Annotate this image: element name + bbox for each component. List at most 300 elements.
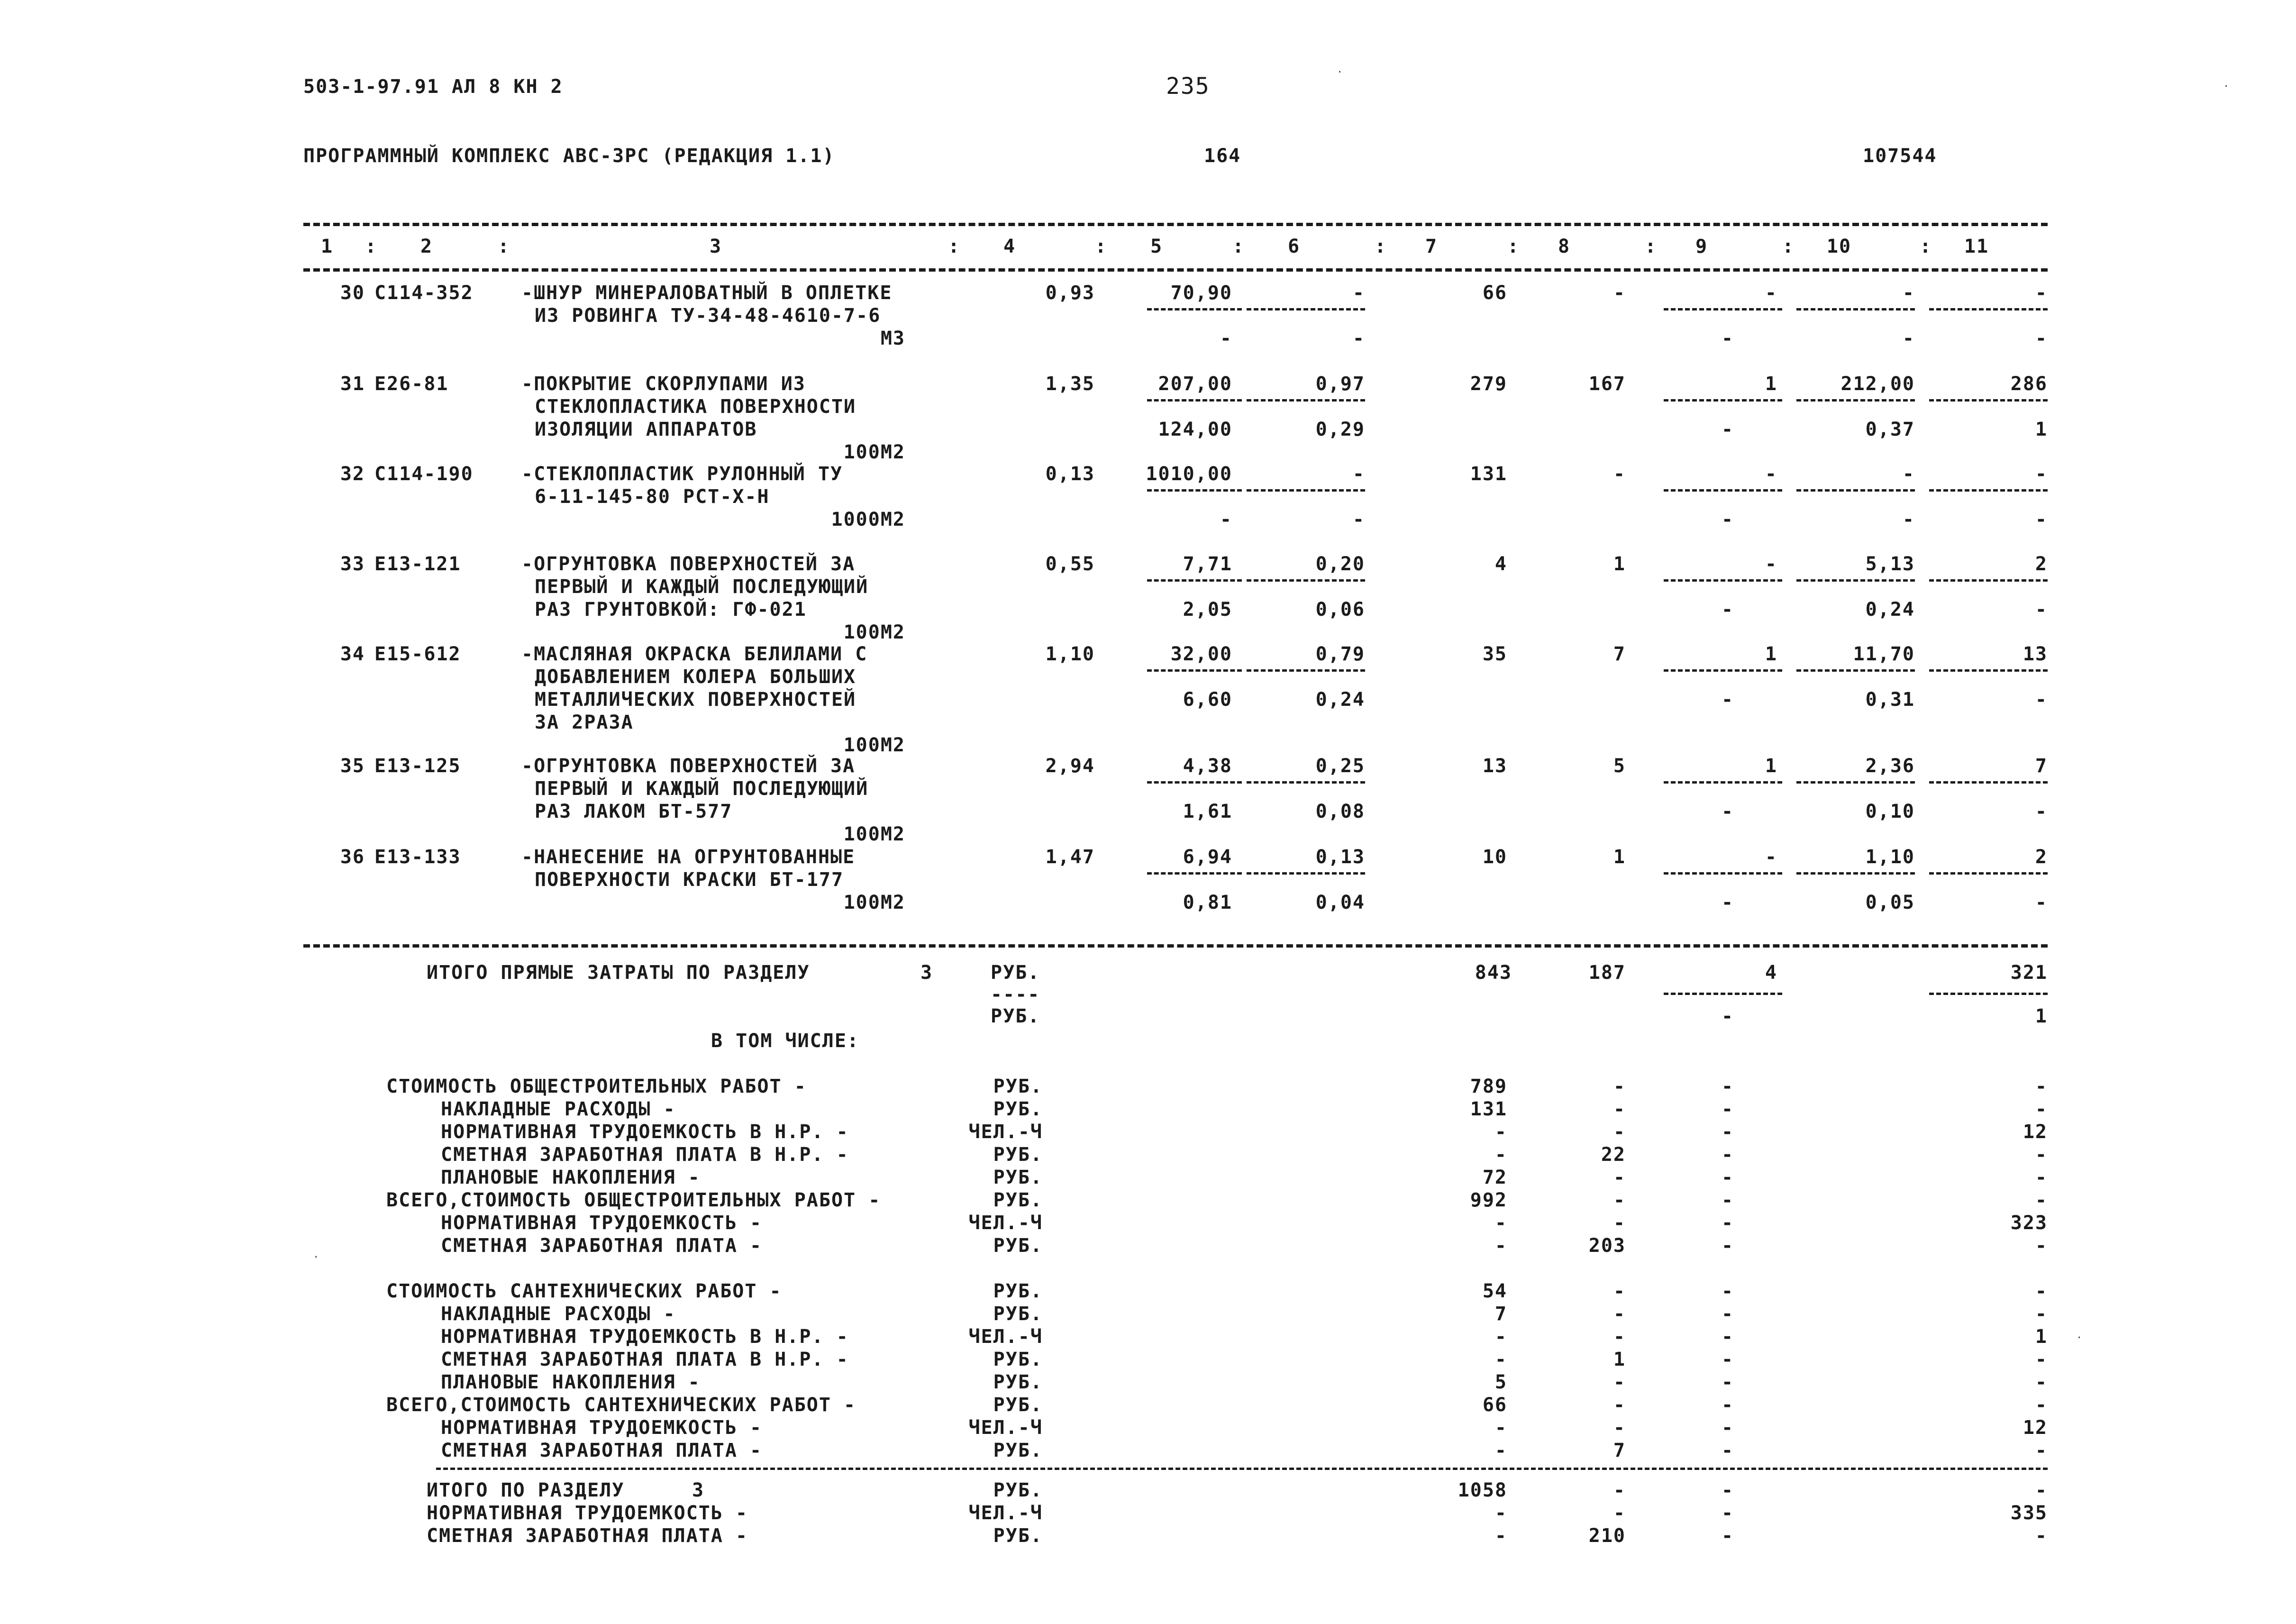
- row-code: Е15-612: [374, 643, 461, 665]
- column-number: 5: [1150, 236, 1163, 257]
- row-description: 6-11-145-80 РСТ-Х-Н: [535, 486, 770, 508]
- row-col10-rule: [1796, 399, 1915, 401]
- row-col9-rule: [1664, 308, 1782, 310]
- row-col9: -: [1765, 553, 1777, 575]
- row-col10: -: [1902, 282, 1915, 304]
- column-number: 1: [320, 236, 334, 257]
- summary-col7: 54: [1482, 1280, 1507, 1302]
- row-col9-rule: [1664, 872, 1782, 875]
- row-col9: 1: [1765, 755, 1777, 777]
- row-unit-wage-second: 0,06: [1315, 599, 1365, 620]
- summary-unit: ЧЕЛ.-Ч: [968, 1326, 1043, 1348]
- row-description: -СТЕКЛОПЛАСТИК РУЛОННЫЙ ТУ: [521, 463, 843, 485]
- row-col10: 212,00: [1840, 373, 1915, 395]
- direct-total-col9-second: -: [1721, 1005, 1734, 1027]
- row-col11-rule: [1929, 781, 2048, 784]
- summary-col7: 131: [1470, 1098, 1507, 1120]
- row-total-wage: -: [1613, 282, 1626, 304]
- column-number: 6: [1287, 236, 1301, 257]
- summary-unit: РУБ.: [993, 1076, 1043, 1097]
- row-unit-cost: 70,90: [1170, 282, 1232, 304]
- row-col10-rule: [1796, 872, 1915, 875]
- summary-col8: -: [1613, 1326, 1626, 1348]
- summary-label: НОРМАТИВНАЯ ТРУДОЕМКОСТЬ -: [441, 1212, 763, 1234]
- scan-speck: ·: [2223, 81, 2230, 92]
- summary-unit: РУБ.: [993, 1394, 1043, 1416]
- row-unit-wage: 0,13: [1315, 846, 1365, 868]
- summary-col11: -: [2035, 1371, 2048, 1393]
- row-code: С114-352: [374, 282, 474, 304]
- row-quantity: 1,47: [1045, 846, 1095, 868]
- direct-total-unit-2: РУБ.: [991, 1005, 1040, 1027]
- row-col11-rule: [1929, 579, 2048, 582]
- row-unit-cost: 4,38: [1183, 755, 1232, 777]
- row-col11: 13: [2023, 643, 2048, 665]
- direct-total-col11-rule: [1929, 993, 2048, 995]
- section-total-col11: -: [2035, 1525, 2048, 1547]
- row-total-cost: 131: [1470, 463, 1507, 485]
- row-unit-wage-second: 0,08: [1315, 801, 1365, 822]
- direct-total-col11: 321: [2010, 962, 2048, 984]
- row-col6-rule: [1247, 579, 1365, 582]
- column-divider: :: [1095, 236, 1108, 257]
- row-total-wage: 167: [1588, 373, 1626, 395]
- row-col9-second: -: [1721, 419, 1734, 440]
- row-col9-second: -: [1721, 509, 1734, 530]
- section-total-col7: 1058: [1458, 1479, 1507, 1501]
- section-total-col11: 335: [2010, 1502, 2048, 1524]
- row-col5-rule: [1147, 872, 1242, 875]
- section-total-section: 3: [692, 1479, 705, 1501]
- row-col10-second: 0,31: [1865, 689, 1915, 711]
- summary-label: СМЕТНАЯ ЗАРАБОТНАЯ ПЛАТА -: [441, 1235, 763, 1257]
- summary-col7: -: [1494, 1121, 1507, 1143]
- row-col11-second: -: [2035, 801, 2048, 822]
- row-quantity: 2,94: [1045, 755, 1095, 777]
- summary-col7: -: [1494, 1417, 1507, 1439]
- row-total-wage: 1: [1613, 553, 1626, 575]
- row-description: -ШНУР МИНЕРАЛОВАТНЫЙ В ОПЛЕТКЕ: [521, 282, 893, 304]
- summary-col9: -: [1721, 1076, 1734, 1097]
- summary-col9: -: [1721, 1349, 1734, 1370]
- row-unit-wage: 0,20: [1315, 553, 1365, 575]
- summary-col7: 5: [1494, 1371, 1507, 1393]
- summary-col9: -: [1721, 1303, 1734, 1325]
- summary-col11: -: [2035, 1076, 2048, 1097]
- row-col11-second: -: [2035, 689, 2048, 711]
- row-total-wage: 1: [1613, 846, 1626, 868]
- section-total-col7: -: [1494, 1502, 1507, 1524]
- row-col9-rule: [1664, 579, 1782, 582]
- row-unit-cost-second: -: [1220, 328, 1232, 349]
- row-col9-second: -: [1721, 328, 1734, 349]
- row-col11-second: -: [2035, 892, 2048, 913]
- summary-col11: -: [2035, 1303, 2048, 1325]
- row-col10-second: 0,05: [1865, 892, 1915, 913]
- summary-col8: -: [1613, 1303, 1626, 1325]
- row-number: 33: [340, 553, 365, 575]
- row-description: ПЕРВЫЙ И КАЖДЫЙ ПОСЛЕДУЮЩИЙ: [535, 778, 869, 800]
- row-col6-rule: [1247, 872, 1365, 875]
- summary-label: ПЛАНОВЫЕ НАКОПЛЕНИЯ -: [441, 1167, 701, 1188]
- summary-col9: -: [1721, 1394, 1734, 1416]
- direct-total-label: ИТОГО ПРЯМЫЕ ЗАТРАТЫ ПО РАЗДЕЛУ: [427, 962, 810, 984]
- row-description: -ОГРУНТОВКА ПОВЕРХНОСТЕЙ ЗА: [521, 755, 856, 777]
- summary-col8: 7: [1613, 1440, 1626, 1461]
- column-number: 3: [709, 236, 722, 257]
- summary-col7: 72: [1482, 1167, 1507, 1188]
- summary-col8: 1: [1613, 1349, 1626, 1370]
- summary-col11: 323: [2010, 1212, 2048, 1234]
- row-unit-cost: 207,00: [1158, 373, 1232, 395]
- row-col11-rule: [1929, 399, 2048, 401]
- column-number: 4: [1003, 236, 1016, 257]
- summary-unit: РУБ.: [993, 1098, 1043, 1120]
- row-col9: 1: [1765, 643, 1777, 665]
- row-col6-rule: [1247, 669, 1365, 672]
- section-total-col8: -: [1613, 1502, 1626, 1524]
- column-number: 7: [1425, 236, 1438, 257]
- row-col10: 2,36: [1865, 755, 1915, 777]
- summary-col11: -: [2035, 1144, 2048, 1166]
- row-col9-second: -: [1721, 689, 1734, 711]
- direct-total-col8: 187: [1588, 962, 1626, 984]
- row-unit: М3: [880, 328, 905, 349]
- summary-col8: -: [1613, 1098, 1626, 1120]
- row-description: МЕТАЛЛИЧЕСКИХ ПОВЕРХНОСТЕЙ: [535, 689, 856, 711]
- row-number: 32: [340, 463, 365, 485]
- program-title: ПРОГРАММНЫЙ КОМПЛЕКС АВС-3РС (РЕДАКЦИЯ 1.1): [303, 145, 835, 167]
- column-divider: :: [1920, 236, 1932, 257]
- row-quantity: 0,13: [1045, 463, 1095, 485]
- summary-col8: -: [1613, 1076, 1626, 1097]
- row-col9: 1: [1765, 373, 1777, 395]
- direct-total-col7: 843: [1475, 962, 1512, 984]
- row-col5-rule: [1147, 579, 1242, 582]
- row-col11-rule: [1929, 872, 2048, 875]
- row-col11: -: [2035, 282, 2048, 304]
- row-code: Е13-133: [374, 846, 461, 868]
- row-number: 31: [340, 373, 365, 395]
- summary-unit: РУБ.: [993, 1303, 1043, 1325]
- row-col10: -: [1902, 463, 1915, 485]
- summary-label: СТОИМОСТЬ САНТЕХНИЧЕСКИХ РАБОТ -: [386, 1280, 782, 1302]
- row-col6-rule: [1247, 399, 1365, 401]
- summary-label: СМЕТНАЯ ЗАРАБОТНАЯ ПЛАТА В Н.Р. -: [441, 1349, 849, 1370]
- summary-col7: -: [1494, 1326, 1507, 1348]
- row-unit-cost: 32,00: [1170, 643, 1232, 665]
- section-total-col9: -: [1721, 1502, 1734, 1524]
- row-col10-rule: [1796, 308, 1915, 310]
- scan-speck: ·: [1337, 66, 1343, 78]
- row-col9-second: -: [1721, 892, 1734, 913]
- summary-unit: РУБ.: [993, 1144, 1043, 1166]
- row-col11-rule: [1929, 669, 2048, 672]
- summary-col9: -: [1721, 1440, 1734, 1461]
- row-description: -НАНЕСЕНИЕ НА ОГРУНТОВАННЫЕ: [521, 846, 856, 868]
- row-col11: 2: [2035, 553, 2048, 575]
- row-col9-rule: [1664, 489, 1782, 492]
- section-total-col9: -: [1721, 1525, 1734, 1547]
- row-total-wage: -: [1613, 463, 1626, 485]
- row-total-cost: 35: [1482, 643, 1507, 665]
- direct-total-unit: РУБ.: [991, 962, 1040, 984]
- section-total-label: ИТОГО ПО РАЗДЕЛУ: [427, 1479, 625, 1501]
- column-divider: :: [1375, 236, 1387, 257]
- row-unit-wage-second: 0,04: [1315, 892, 1365, 913]
- row-col11: 286: [2010, 373, 2048, 395]
- summary-label: ВСЕГО,СТОИМОСТЬ ОБЩЕСТРОИТЕЛЬНЫХ РАБОТ -: [386, 1189, 881, 1211]
- row-col11-rule: [1929, 489, 2048, 492]
- row-number: 35: [340, 755, 365, 777]
- row-description: ПЕРВЫЙ И КАЖДЫЙ ПОСЛЕДУЮЩИЙ: [535, 576, 869, 598]
- section-total-unit: РУБ.: [993, 1525, 1043, 1547]
- row-code: Е26-81: [374, 373, 449, 395]
- row-unit-cost-second: 2,05: [1183, 599, 1232, 620]
- summary-col7: -: [1494, 1440, 1507, 1461]
- summary-col7: 7: [1494, 1303, 1507, 1325]
- summary-col7: -: [1494, 1349, 1507, 1370]
- summary-col11: 1: [2035, 1326, 2048, 1348]
- summary-label: НОРМАТИВНАЯ ТРУДОЕМКОСТЬ В Н.Р. -: [441, 1121, 849, 1143]
- column-divider: :: [1645, 236, 1658, 257]
- summary-label: НОРМАТИВНАЯ ТРУДОЕМКОСТЬ -: [441, 1417, 763, 1439]
- row-unit: 100М2: [843, 621, 905, 643]
- row-col6-rule: [1247, 781, 1365, 784]
- row-col9: -: [1765, 846, 1777, 868]
- summary-col7: 66: [1482, 1394, 1507, 1416]
- summary-col11: -: [2035, 1167, 2048, 1188]
- row-code: Е13-125: [374, 755, 461, 777]
- rows-end-rule: [303, 944, 2048, 948]
- row-total-cost: 66: [1482, 282, 1507, 304]
- summary-label: НАКЛАДНЫЕ РАСХОДЫ -: [441, 1303, 676, 1325]
- row-col10-second: 0,37: [1865, 419, 1915, 440]
- row-total-cost: 4: [1494, 553, 1507, 575]
- column-divider: :: [948, 236, 961, 257]
- summary-col7: -: [1494, 1212, 1507, 1234]
- row-col9-rule: [1664, 781, 1782, 784]
- row-col11-rule: [1929, 308, 2048, 310]
- row-description: -МАСЛЯНАЯ ОКРАСКА БЕЛИЛАМИ С: [521, 643, 868, 665]
- row-col10-rule: [1796, 669, 1915, 672]
- summary-label: НОРМАТИВНАЯ ТРУДОЕМКОСТЬ В Н.Р. -: [441, 1326, 849, 1348]
- summary-col8: -: [1613, 1212, 1626, 1234]
- row-description: РАЗ ГРУНТОВКОЙ: ГФ-021: [535, 599, 807, 620]
- row-unit-wage: 0,25: [1315, 755, 1365, 777]
- summary-unit: РУБ.: [993, 1440, 1043, 1461]
- summary-col9: -: [1721, 1235, 1734, 1257]
- row-unit-cost-second: -: [1220, 509, 1232, 530]
- sheet-number: 164: [1204, 145, 1241, 167]
- row-description: ЗА 2РАЗА: [535, 712, 634, 733]
- summary-label: ВСЕГО,СТОИМОСТЬ САНТЕХНИЧЕСКИХ РАБОТ -: [386, 1394, 856, 1416]
- summary-unit: РУБ.: [993, 1235, 1043, 1257]
- row-unit-wage-second: 0,29: [1315, 419, 1365, 440]
- summary-col9: -: [1721, 1144, 1734, 1166]
- summary-col9: -: [1721, 1417, 1734, 1439]
- summary-label: СМЕТНАЯ ЗАРАБОТНАЯ ПЛАТА -: [441, 1440, 763, 1461]
- row-col10-second: 0,24: [1865, 599, 1915, 620]
- row-total-cost: 279: [1470, 373, 1507, 395]
- row-number: 36: [340, 846, 365, 868]
- row-col9-second: -: [1721, 599, 1734, 620]
- section-total-col8: 210: [1588, 1525, 1626, 1547]
- row-col10: 11,70: [1853, 643, 1915, 665]
- row-description: ПОВЕРХНОСТИ КРАСКИ БТ-177: [535, 869, 844, 891]
- section-total-col9: -: [1721, 1479, 1734, 1501]
- summary-col9: -: [1721, 1121, 1734, 1143]
- summary-col9: -: [1721, 1167, 1734, 1188]
- summary-col9: -: [1721, 1326, 1734, 1348]
- summary-col7: 789: [1470, 1076, 1507, 1097]
- direct-total-col9: 4: [1765, 962, 1777, 984]
- summary-col11: -: [2035, 1394, 2048, 1416]
- scan-speck: ·: [313, 1251, 319, 1263]
- row-quantity: 1,10: [1045, 643, 1095, 665]
- summary-col11: -: [2035, 1189, 2048, 1211]
- summary-unit: РУБ.: [993, 1280, 1043, 1302]
- row-col10: 5,13: [1865, 553, 1915, 575]
- summary-label: ПЛАНОВЫЕ НАКОПЛЕНИЯ -: [441, 1371, 701, 1393]
- row-description: ИЗ РОВИНГА ТУ-34-48-4610-7-6: [535, 305, 881, 327]
- column-divider: :: [365, 236, 378, 257]
- sheet-id: 107544: [1863, 145, 1937, 167]
- summary-col11: 12: [2023, 1417, 2048, 1439]
- summary-col7: -: [1494, 1144, 1507, 1166]
- row-unit-cost: 6,94: [1183, 846, 1232, 868]
- column-number: 2: [420, 236, 433, 257]
- summary-col11: 12: [2023, 1121, 2048, 1143]
- row-col5-rule: [1147, 669, 1242, 672]
- direct-total-unit-rule: ----: [991, 984, 1040, 1005]
- column-number: 11: [1964, 236, 1989, 257]
- direct-total-col11-second: 1: [2035, 1005, 2048, 1027]
- row-description: СТЕКЛОПЛАСТИКА ПОВЕРХНОСТИ: [535, 396, 856, 418]
- scan-speck: ·: [2076, 1332, 2083, 1344]
- summary-col8: -: [1613, 1417, 1626, 1439]
- row-col9-rule: [1664, 399, 1782, 401]
- row-unit: 100М2: [843, 441, 905, 463]
- row-unit: 100М2: [843, 734, 905, 756]
- column-number: 9: [1695, 236, 1708, 257]
- row-unit: 1000М2: [831, 509, 905, 530]
- column-divider: :: [1232, 236, 1245, 257]
- row-unit-wage: 0,79: [1315, 643, 1365, 665]
- row-col11-second: -: [2035, 328, 2048, 349]
- row-col5-rule: [1147, 399, 1242, 401]
- summary-col11: -: [2035, 1349, 2048, 1370]
- row-col5-rule: [1147, 781, 1242, 784]
- row-unit-cost-second: 124,00: [1158, 419, 1232, 440]
- direct-total-section: 3: [920, 962, 933, 984]
- summary-col7: -: [1494, 1235, 1507, 1257]
- direct-total-col9-rule: [1664, 993, 1782, 995]
- summary-col8: -: [1613, 1371, 1626, 1393]
- summary-col9: -: [1721, 1189, 1734, 1211]
- row-col10-second: 0,10: [1865, 801, 1915, 822]
- column-divider: :: [1507, 236, 1520, 257]
- section-total-col8: -: [1613, 1479, 1626, 1501]
- column-divider: :: [1782, 236, 1795, 257]
- page-number: 235: [1166, 73, 1210, 100]
- summary-col8: -: [1613, 1189, 1626, 1211]
- row-col11-second: -: [2035, 509, 2048, 530]
- row-unit-wage-second: -: [1352, 328, 1365, 349]
- summary-unit: ЧЕЛ.-Ч: [968, 1212, 1043, 1234]
- table-top-rule: [303, 223, 2048, 226]
- row-number: 34: [340, 643, 365, 665]
- row-description: -ОГРУНТОВКА ПОВЕРХНОСТЕЙ ЗА: [521, 553, 856, 575]
- row-unit-cost: 1010,00: [1146, 463, 1232, 485]
- row-col6-rule: [1247, 308, 1365, 310]
- summary-unit: ЧЕЛ.-Ч: [968, 1121, 1043, 1143]
- row-unit-cost-second: 6,60: [1183, 689, 1232, 711]
- summary-col9: -: [1721, 1098, 1734, 1120]
- row-unit-cost-second: 1,61: [1183, 801, 1232, 822]
- summary-col8: -: [1613, 1280, 1626, 1302]
- column-header-rule: [303, 268, 2048, 272]
- row-col11-second: 1: [2035, 419, 2048, 440]
- row-quantity: 0,93: [1045, 282, 1095, 304]
- row-col5-rule: [1147, 308, 1242, 310]
- section-total-unit: РУБ.: [993, 1479, 1043, 1501]
- row-description: ДОБАВЛЕНИЕМ КОЛЕРА БОЛЬШИХ: [535, 666, 856, 688]
- row-col10-second: -: [1902, 509, 1915, 530]
- section-total-label: НОРМАТИВНАЯ ТРУДОЕМКОСТЬ -: [427, 1502, 748, 1524]
- row-col6-rule: [1247, 489, 1365, 492]
- row-col10-rule: [1796, 781, 1915, 784]
- summary-label: СТОИМОСТЬ ОБЩЕСТРОИТЕЛЬНЫХ РАБОТ -: [386, 1076, 807, 1097]
- summary-label: СМЕТНАЯ ЗАРАБОТНАЯ ПЛАТА В Н.Р. -: [441, 1144, 849, 1166]
- row-col11-second: -: [2035, 599, 2048, 620]
- summary-col11: -: [2035, 1098, 2048, 1120]
- row-col5-rule: [1147, 489, 1242, 492]
- row-col10-rule: [1796, 489, 1915, 492]
- summary-col11: -: [2035, 1280, 2048, 1302]
- summary-unit: РУБ.: [993, 1371, 1043, 1393]
- summary-end-rule: [436, 1468, 2048, 1470]
- summary-unit: ЧЕЛ.-Ч: [968, 1417, 1043, 1439]
- row-total-cost: 13: [1482, 755, 1507, 777]
- row-code: С114-190: [374, 463, 474, 485]
- row-col9-rule: [1664, 669, 1782, 672]
- summary-col9: -: [1721, 1280, 1734, 1302]
- row-description: РАЗ ЛАКОМ БТ-577: [535, 801, 733, 822]
- summary-unit: РУБ.: [993, 1349, 1043, 1370]
- row-number: 30: [340, 282, 365, 304]
- summary-col8: 22: [1601, 1144, 1626, 1166]
- row-description: -ПОКРЫТИЕ СКОРЛУПАМИ ИЗ: [521, 373, 806, 395]
- summary-col11: -: [2035, 1440, 2048, 1461]
- row-col10-rule: [1796, 579, 1915, 582]
- section-total-col7: -: [1494, 1525, 1507, 1547]
- row-unit-cost: 7,71: [1183, 553, 1232, 575]
- row-unit-cost-second: 0,81: [1183, 892, 1232, 913]
- row-unit-wage: 0,97: [1315, 373, 1365, 395]
- row-col9: -: [1765, 282, 1777, 304]
- row-col11: 7: [2035, 755, 2048, 777]
- row-code: Е13-121: [374, 553, 461, 575]
- column-divider: :: [498, 236, 510, 257]
- row-col9-second: -: [1721, 801, 1734, 822]
- row-col11: -: [2035, 463, 2048, 485]
- section-total-label: СМЕТНАЯ ЗАРАБОТНАЯ ПЛАТА -: [427, 1525, 748, 1547]
- summary-unit: РУБ.: [993, 1167, 1043, 1188]
- row-col11: 2: [2035, 846, 2048, 868]
- row-col9: -: [1765, 463, 1777, 485]
- summary-col11: -: [2035, 1235, 2048, 1257]
